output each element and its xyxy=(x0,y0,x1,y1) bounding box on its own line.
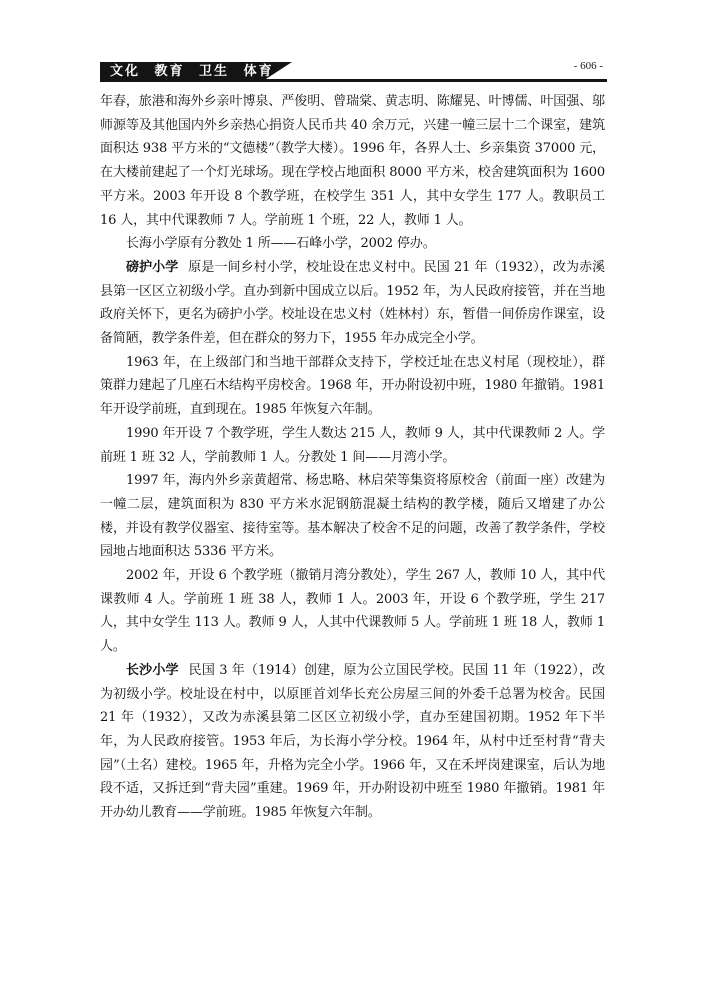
paragraph xyxy=(100,351,605,422)
paragraph-text: 原是一间乡村小学，校址设在忠义村中。民国 21 年（1932），改为赤溪县第一区区立初级小学。直办到新中国成立以后。1952 年，为人民政府接管，并在当地政府关怀下，更名为磅护小学。校址设在忠义村（姓林村）东，暂借一间侨房作课室，设备简陋，教学条件差，但在群众的努力下，1955 年办成完全小学。 xyxy=(100,259,605,347)
section-title: 文化 教育 卫生 体育 xyxy=(110,64,274,79)
paragraph-text: 1997 年，海内外乡亲黄超常、杨忠略、林启荣等集资将原校舍（前面一座）改建为一幢二层，建筑面积为 830 平方米水泥钢筋混凝土结构的教学楼，随后又增建了办公楼，并设有教学仪器室、接待室等。基本解决了校舍不足的问题，改善了教学条件，学校园地占地面积达 5336 平方米。 xyxy=(100,473,605,560)
paragraph xyxy=(100,564,605,659)
paragraph xyxy=(100,90,605,232)
paragraph xyxy=(100,256,605,351)
paragraph-text: 1990 年开设 7 个教学班，学生人数达 215 人，教师 9 人，其中代课教师 2 人。学前班 1 班 32 人，学前教师 1 人。分教处 1 间——月湾小学。 xyxy=(100,425,605,465)
paragraph-text: 长海小学原有分教处 1 所——石峰小学，2002 停办。 xyxy=(126,236,436,252)
page-body xyxy=(100,90,605,825)
paragraph xyxy=(100,232,605,256)
paragraph xyxy=(100,469,605,564)
page-number: - 606 - xyxy=(573,60,603,72)
paragraph-text: 民国 3 年（1914）创建，原为公立国民学校。民国 11 年（1922），改为初级小学。校址设在村中，以原匪首刘华长充公房屋三间的外委千总署为校舍。民国 21 年（1932），又改为赤溪县第二区区立初级小学，直办至建国初期。1952 年下半年，为人民政府接管。1953 年后，为长海小学分校。1964 年，从村中迁至村背“背夫园”（土名）建校。1965 年，升格为完全小学。1966 年，又在禾坪岗建课室，后认为地段不适，又拆迁到“背夫园”重建。1969 年，开办附设初中班至 1980 年撤销。1981 年开办幼儿教育——学前班。1985 年恢复六年制。 xyxy=(100,662,605,821)
paragraph xyxy=(100,659,605,825)
school-name: 长沙小学 xyxy=(126,662,179,678)
paragraph xyxy=(100,422,605,469)
paragraph-text: 1963 年，在上级部门和当地干部群众支持下，学校迁址在忠义村尾（现校址），群策群力建起了几座石木结构平房校舍。1968 年，开办附设初中班，1980 年撤销。1981 年开设学前班，直到现在。1985 年恢复六年制。 xyxy=(100,354,605,418)
school-name: 磅护小学 xyxy=(126,259,179,275)
header-rule xyxy=(100,79,607,82)
paragraph-text: 年春，旅港和海外乡亲叶博泉、严俊明、曾瑞棠、黄志明、陈耀晃、叶博儒、叶国强、邬师源等及其他国内外乡亲热心捐资人民币共 40 余万元，兴建一幢三层十二个课室，建筑面积达 938 平方米的“文德楼”（教学大楼）。1996 年，各界人士、乡亲集资 37000 元，在大楼前建起了一个灯光球场。现在学校占地面积 8000 平方米，校舍建筑面积为 1600 平方米。2003 年开设 8 个教学班，在校学生 351 人，其中女学生 177 人。教职员工 16 人，其中代课教师 7 人。学前班 1 个班，22 人，教师 1 人。 xyxy=(100,94,605,228)
paragraph-text: 2002 年，开设 6 个教学班（撤销月湾分教处），学生 267 人，教师 10 人，其中代课教师 4 人。学前班 1 班 38 人，教师 1 人。2003 年，开设 6 个教学班，学生 217 人，其中女学生 113 人。教师 9 人，人其中代课教师 5 人。学前班 1 班 18 人，教师 1 人。 xyxy=(100,568,605,655)
